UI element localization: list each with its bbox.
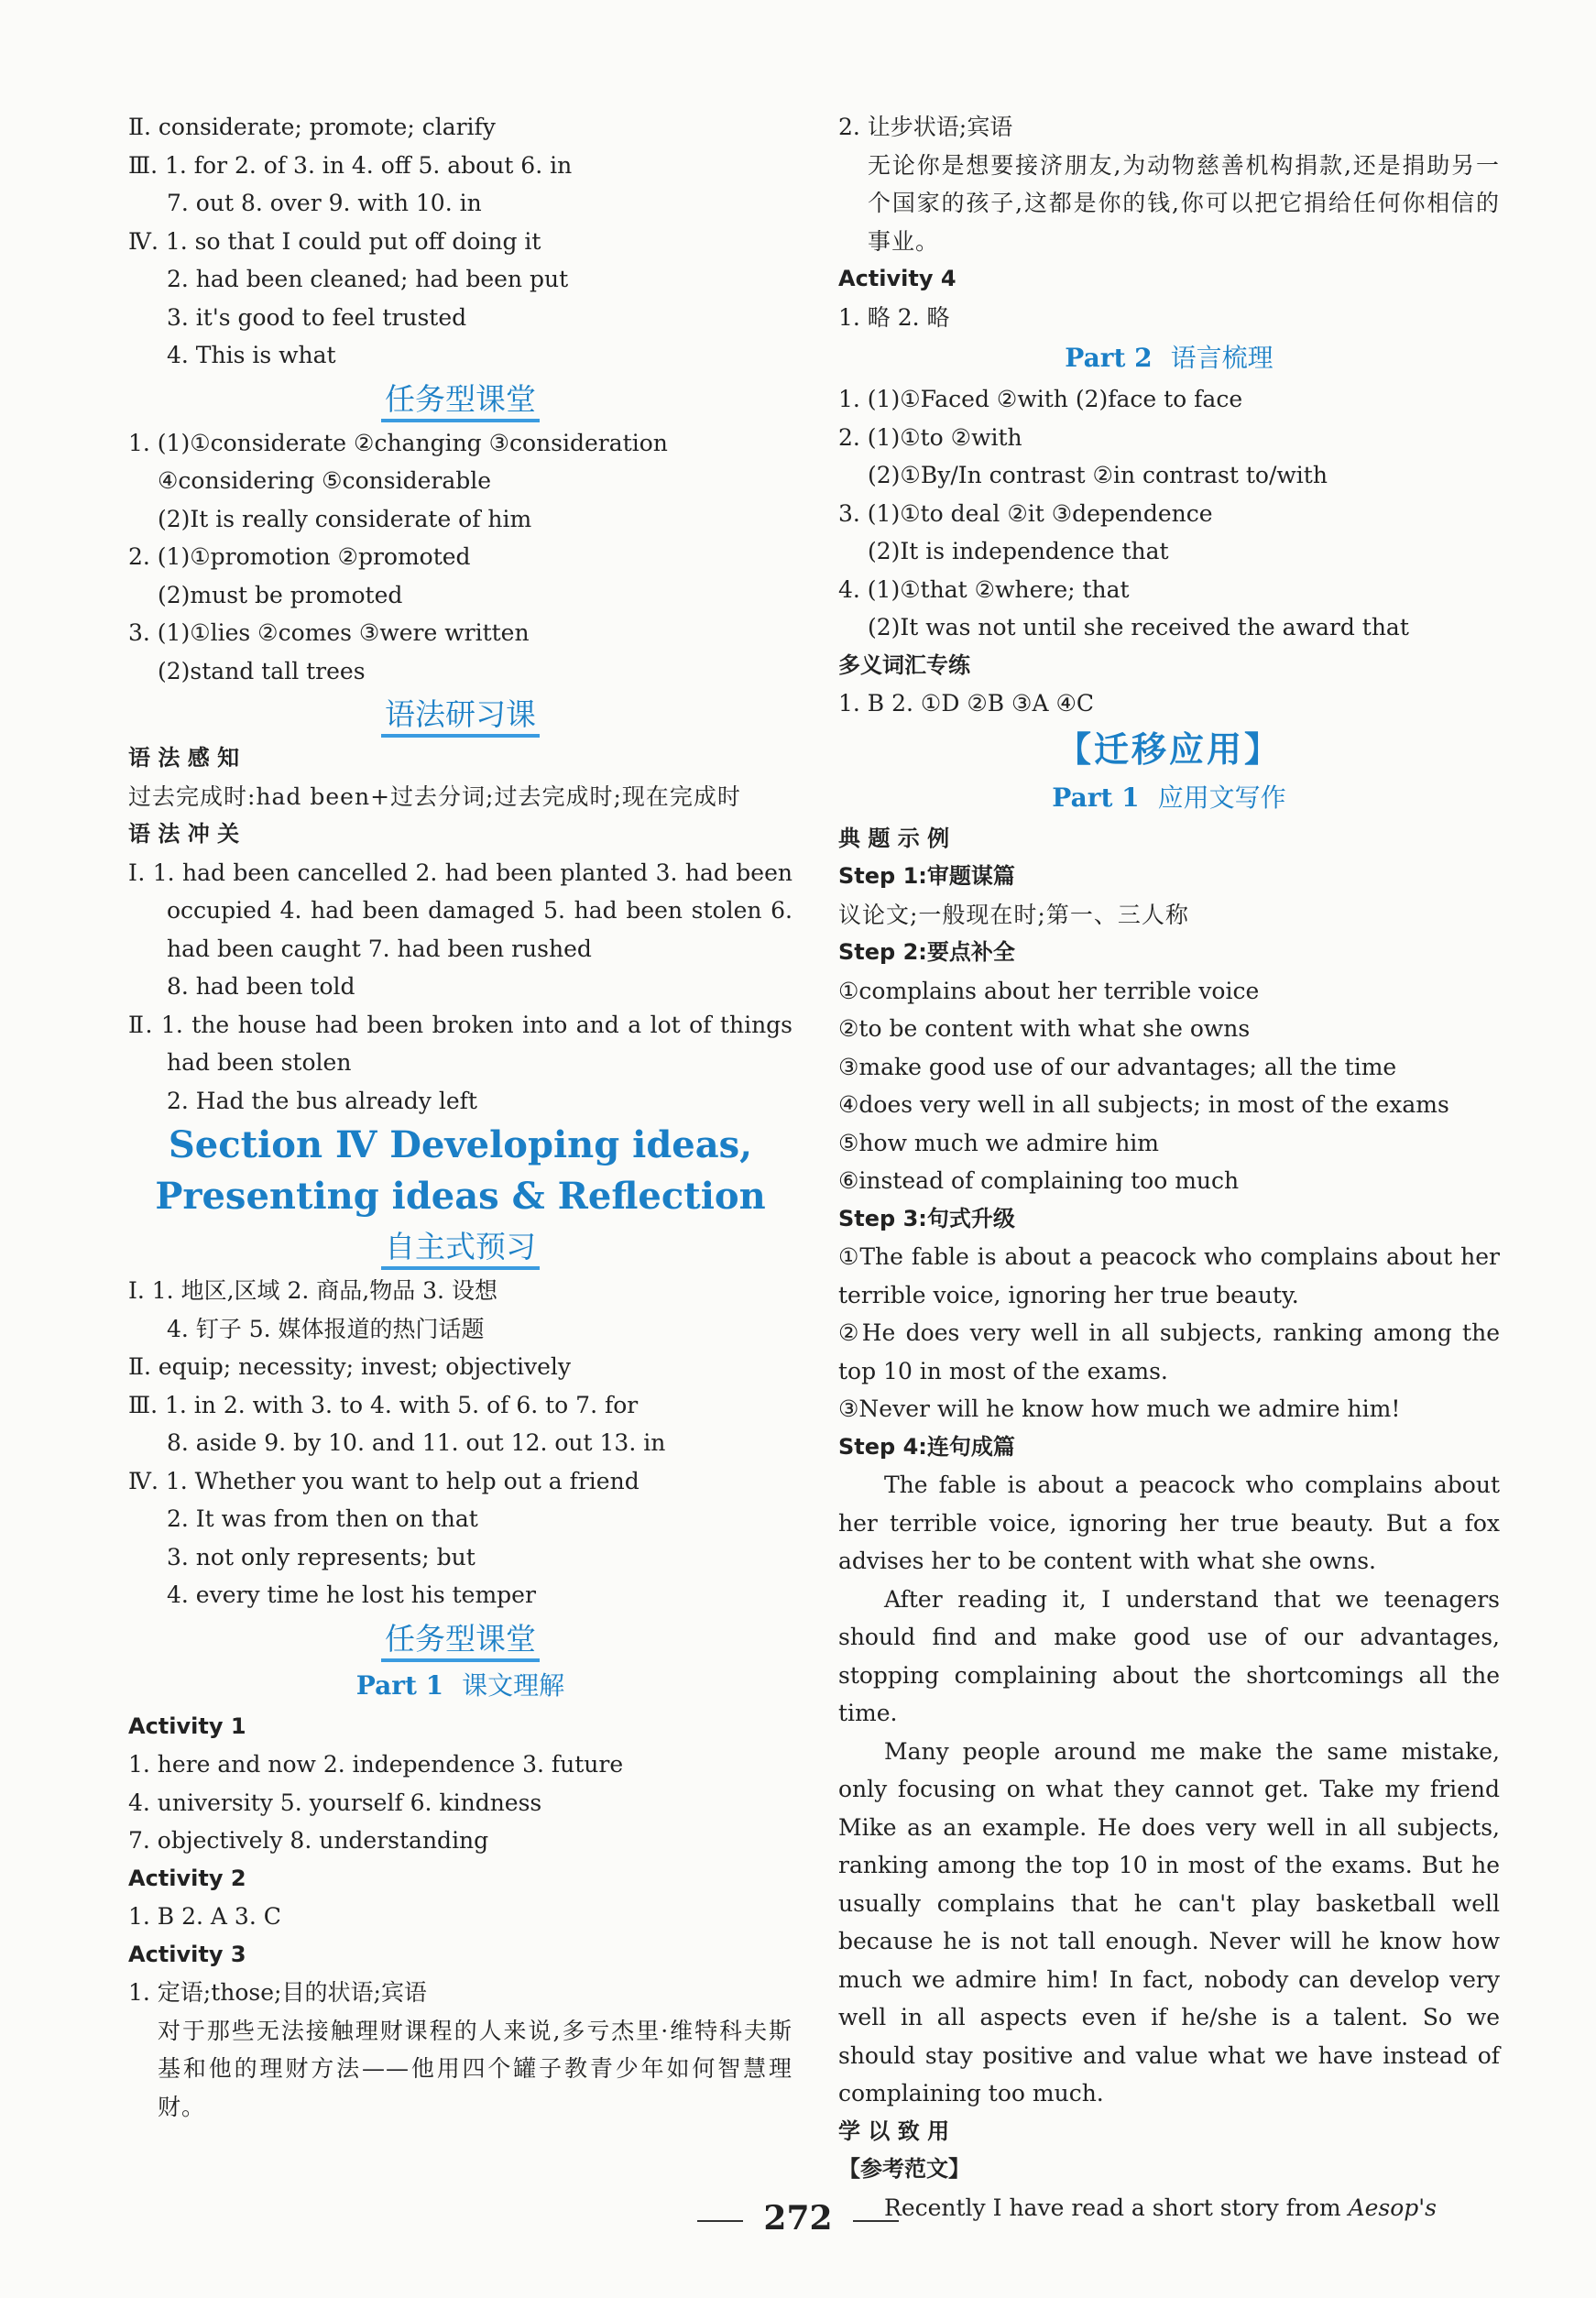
answer-line: 1. 略 2. 略 (838, 303, 950, 331)
subheading: Step 1:审题谋篇 (838, 863, 1015, 889)
part-name: 应用文写作 (1157, 782, 1286, 813)
section-heading (128, 375, 793, 424)
answer-line: 3. it's good to feel trusted (167, 303, 467, 331)
part-name: 语言梳理 (1170, 343, 1274, 373)
subheading: 多义词汇专练 (838, 651, 970, 678)
section-heading (128, 690, 793, 739)
answer-line: 过去完成时:had been+过去分词;过去完成时;现在完成时 (128, 782, 741, 810)
answer-line: ④does very well in all subjects; in most of the exams (838, 1091, 1449, 1118)
answer-line: 2. 让步状语;宾语 (838, 114, 1013, 140)
left-column (128, 108, 793, 2126)
answer-line: Ⅲ. 1. in 2. with 3. to 4. with 5. of 6. to 7. for (128, 1391, 639, 1418)
answer-line: Ⅰ. 1. had been cancelled 2. had been planted 3. had been occupied 4. had been damaged 5. had been stolen 6. had been caught 7. had been rushed (128, 859, 793, 962)
answer-line: 7. out 8. over 9. with 10. in (167, 190, 482, 216)
answer-line: Ⅳ. 1. Whether you want to help out a friend (128, 1467, 639, 1494)
footer-dash-right (853, 2220, 899, 2222)
unit-section-title: Presenting ideas & Reflection (155, 1175, 766, 1218)
answer-line: ④considering ⑤considerable (158, 467, 492, 494)
part-heading (128, 1664, 793, 1708)
answer-line: 7. objectively 8. understanding (128, 1827, 489, 1854)
subheading: Activity 2 (128, 1865, 246, 1891)
answer-line: Ⅱ. 1. the house had been broken into and a lot of things had been stolen (128, 1011, 793, 1076)
answer-line: 1. B 2. ①D ②B ③A ④C (838, 690, 1095, 717)
answer-line: 4. (1)①that ②where; that (838, 575, 1130, 603)
answer-line: 4. 钉子 5. 媒体报道的热门话题 (167, 1315, 485, 1342)
answer-line: 1. B 2. A 3. C (128, 1903, 281, 1930)
answer-line: 2. It was from then on that (167, 1505, 478, 1532)
subheading: Activity 1 (128, 1713, 246, 1739)
answer-line: Ⅱ. equip; necessity; invest; objectively (128, 1353, 571, 1380)
subheading: 学 以 致 用 (838, 2117, 950, 2144)
answer-line: (2)It is independence that (868, 538, 1169, 564)
part-number: Part 1 (355, 1669, 444, 1701)
answer-line: Ⅳ. 1. so that I could put off doing it (128, 227, 541, 255)
answer-line: ③Never will he know how much we admire him! (838, 1395, 1401, 1422)
answer-line: (2)It is really considerate of him (158, 505, 532, 532)
answer-line: 对于那些无法接触理财课程的人来说,多亏杰里·维特科夫斯基和他的理财方法——他用四个罐子教青少年如何智慧理财。 (158, 2017, 793, 2120)
section-heading (128, 1222, 793, 1272)
section-heading (128, 1614, 793, 1664)
answer-line: 2. (1)①promotion ②promoted (128, 543, 471, 570)
answer-line: 4. This is what (167, 342, 336, 368)
subheading: 典 题 示 例 (838, 825, 950, 851)
answer-line: (2)must be promoted (158, 581, 403, 608)
answer-line: Ⅲ. 1. for 2. of 3. in 4. off 5. about 6. in (128, 151, 573, 179)
answer-line: 8. had been told (167, 973, 355, 1000)
part-name: 课文理解 (462, 1669, 565, 1701)
page-number-footer (0, 2199, 1596, 2238)
chapter-banner: 【迁移应用】 (1055, 728, 1282, 770)
answer-line: 1. 定语;those;目的状语;宾语 (128, 1979, 427, 2006)
section-heading-text: 自主式预习 (381, 1229, 540, 1270)
answer-line: 2. Had the bus already left (167, 1087, 477, 1114)
answer-line: 1. (1)①Faced ②with (2)face to face (838, 386, 1243, 412)
answer-line: (2)stand tall trees (158, 657, 366, 684)
footer-dash-left (697, 2220, 743, 2222)
answer-line: 无论你是想要接济朋友,为动物慈善机构捐款,还是捐助另一个国家的孩子,这都是你的钱,你可以把它捐给任何你相信的事业。 (868, 151, 1500, 255)
subheading: 【参考范文】 (838, 2156, 970, 2182)
answer-line: 3. not only represents; but (167, 1543, 476, 1570)
answer-line: ①The fable is about a peacock who complains about her terrible voice, ignoring her true beauty. (838, 1243, 1500, 1308)
answer-line: 3. (1)①to deal ②it ③dependence (838, 499, 1213, 527)
subheading: Step 3:句式升级 (838, 1205, 1015, 1231)
answer-line: (2)It was not until she received the award that (868, 614, 1409, 640)
answer-line: 2. (1)①to ②with (838, 423, 1022, 451)
subheading: Activity 3 (128, 1941, 246, 1967)
right-column (838, 108, 1500, 2227)
section-heading-text: 语法研习课 (381, 696, 540, 738)
subheading: Step 4:连句成篇 (838, 1433, 1015, 1460)
essay-paragraph: Recently I have read a short story from Aesop's (884, 2194, 1437, 2221)
part-number: Part 1 (1052, 782, 1140, 813)
essay-paragraph: Many people around me make the same mistake, only focusing on what they cannot get. Take my friend Mike as an example. He does very well in all subjects, ranking among the top 10 in most of the exams. But he usually complains that he can't play basketball well because he is not tall enough. Never will he know how much we admire him! In fact, nobody can develop very well in all aspects even if he/she is a talent. So we should stay positive and value what we have instead of complaining too much. (838, 1737, 1500, 2106)
subheading: Activity 4 (838, 266, 957, 291)
answer-line: ⑥instead of complaining too much (838, 1167, 1240, 1194)
answer-line: ⑤how much we admire him (838, 1129, 1160, 1156)
subheading: Step 2:要点补全 (838, 939, 1015, 965)
answer-line: (2)①By/In contrast ②in contrast to/with (868, 462, 1328, 488)
part-heading (838, 336, 1500, 380)
unit-section-title: Section Ⅳ Developing ideas, (168, 1123, 753, 1166)
answer-line: 1. (1)①considerate ②changing ③consideration (128, 429, 668, 456)
essay-paragraph: The fable is about a peacock who complains about her terrible voice, ignoring her true beauty. But a fox advises her to be content with what she owns. (838, 1472, 1500, 1574)
essay-paragraph: After reading it, I understand that we teenagers should find and make good use of our advantages, stopping complaining about the shortcomings all the time. (838, 1585, 1500, 1726)
answer-line: ②to be content with what she owns (838, 1015, 1251, 1042)
answer-line: ③make good use of our advantages; all the time (838, 1053, 1397, 1080)
answer-line: 8. aside 9. by 10. and 11. out 12. out 13. in (167, 1429, 666, 1456)
answer-line: 4. university 5. yourself 6. kindness (128, 1789, 542, 1816)
answer-line: 2. had been cleaned; had been put (167, 266, 569, 292)
answer-line: 议论文;一般现在时;第一、三人称 (838, 901, 1189, 928)
italic-title: Aesop's (1348, 2194, 1437, 2221)
section-heading-text: 任务型课堂 (381, 1621, 540, 1662)
answer-line: 1. here and now 2. independence 3. future (128, 1751, 624, 1778)
page-number: 272 (763, 2199, 833, 2238)
section-heading-text: 任务型课堂 (381, 381, 540, 422)
answer-line: ②He does very well in all subjects, ranking among the top 10 in most of the exams. (838, 1319, 1500, 1384)
answer-line: Ⅰ. 1. 地区,区域 2. 商品,物品 3. 设想 (128, 1277, 497, 1304)
part-heading (838, 776, 1500, 820)
answer-line: ①complains about her terrible voice (838, 977, 1260, 1004)
answer-line: 3. (1)①lies ②comes ③were written (128, 619, 530, 646)
subheading: 语 法 感 知 (128, 745, 240, 771)
answer-line: Ⅱ. considerate; promote; clarify (128, 114, 496, 140)
answer-line: 4. every time he lost his temper (167, 1581, 536, 1608)
subheading: 语 法 冲 关 (128, 821, 240, 847)
part-number: Part 2 (1065, 343, 1153, 373)
